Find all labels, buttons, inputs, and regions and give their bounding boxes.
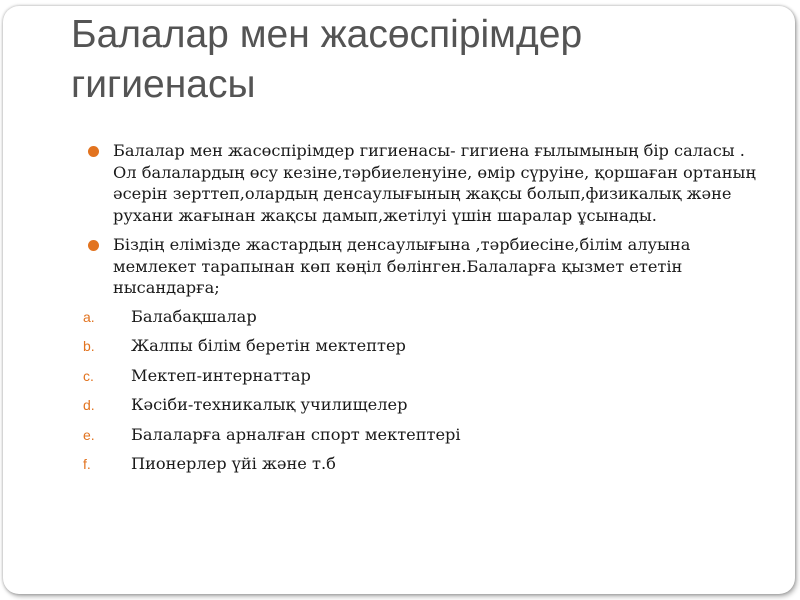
list-item (81, 454, 761, 484)
list-marker: f. (83, 456, 91, 472)
list-item-text: Жалпы білім беретін мектептер (131, 336, 406, 355)
list-item (81, 425, 761, 455)
list-marker: b. (83, 338, 95, 354)
slide-frame (3, 6, 795, 594)
list-marker: c. (83, 367, 94, 384)
title-line-1: Балалар мен жасөспірімдер (71, 13, 583, 56)
list-item-text: Мектеп-интернаттар (131, 365, 311, 385)
list-item (81, 395, 761, 425)
list-item (81, 366, 761, 396)
list-item-text: Балабақшалар (131, 306, 257, 326)
slide-content (81, 140, 761, 484)
bullet-dot-icon (88, 240, 99, 251)
list-item (81, 336, 761, 366)
bullet-text: Біздің елімізде жастардың денсаулығына ,тәрбиесіне,білім алуына мемлекет тарапынан көп көңіл бөлінген.Балаларға қызмет ететін нысандарға; (113, 235, 691, 297)
title-line-2: гигиенасы (71, 63, 256, 106)
bullet-dot-icon (88, 146, 99, 157)
list-marker: a. (83, 308, 95, 325)
bullet-paragraph (81, 234, 761, 299)
list-marker: d. (83, 397, 95, 413)
list-item-text: Кәсіби-техникалық училищелер (131, 395, 408, 414)
list-marker: e. (83, 426, 95, 443)
bullet-paragraph (81, 140, 761, 226)
lettered-list (81, 307, 761, 484)
list-item-text: Балаларға арналған спорт мектептері (131, 424, 461, 444)
bullet-text: Балалар мен жасөспірімдер гигиенасы- гигиена ғылымының бір саласы . Ол балалардың өсу кезіне,тәрбиеленуіне, өмір сүруіне, қоршаған ортаның әсерін зерттеп,олардың денсаулығының жақсы болып,физикалық және рухани жағынан жақсы дамып,жетілуі үшін шаралар ұсынады. (113, 141, 756, 225)
list-item (81, 307, 761, 337)
slide-title (71, 10, 771, 110)
list-item-text: Пионерлер үйі және т.б (131, 454, 336, 473)
